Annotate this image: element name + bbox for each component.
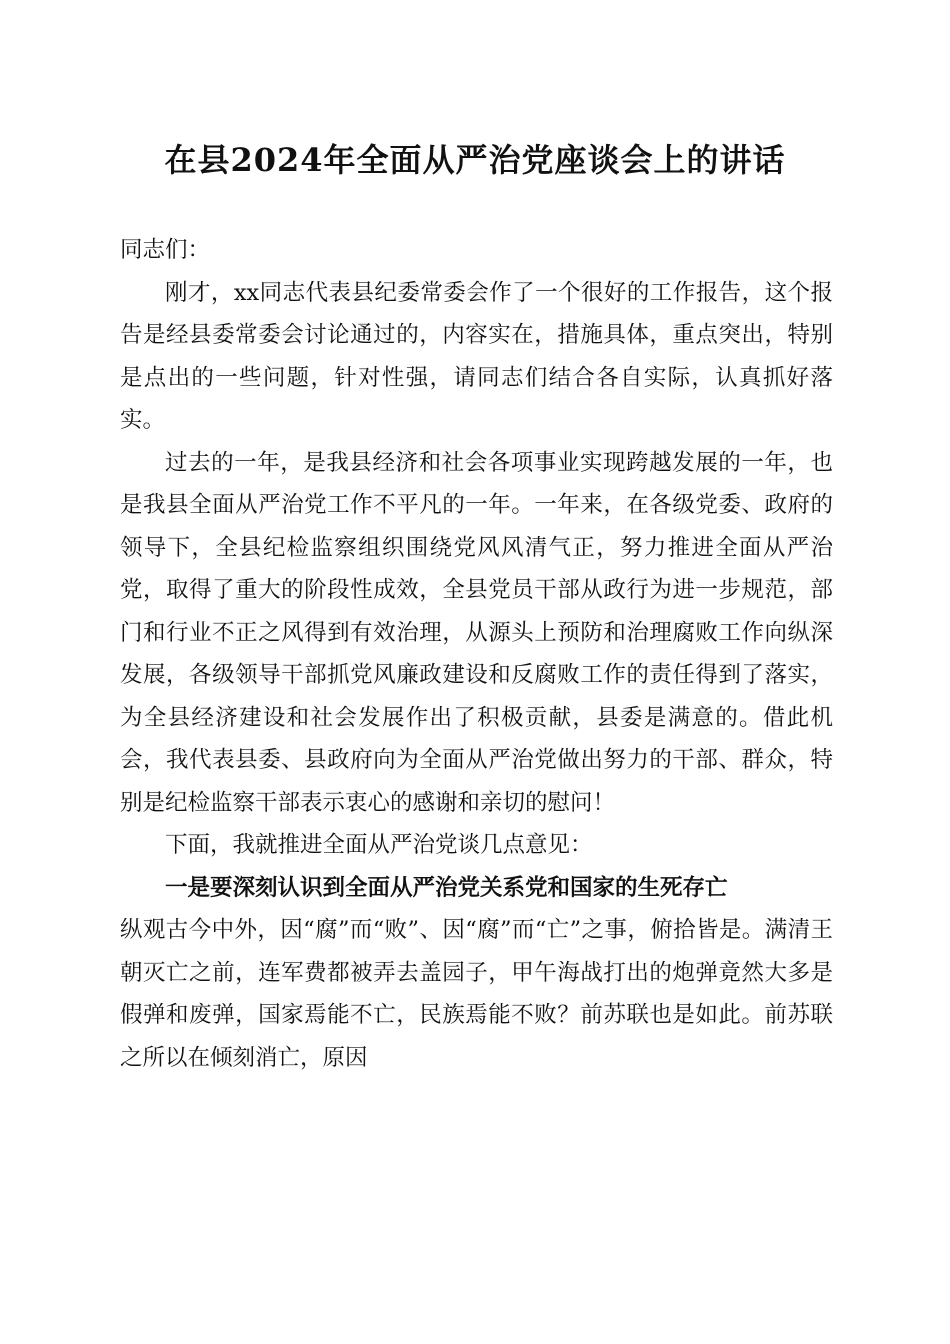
paragraph-transition: 下面，我就推进全面从严治党谈几点意见：: [165, 832, 593, 858]
document-body: [120, 229, 833, 1079]
section-heading: 一是要深刻认识到全面从严治党关系党和国家的生死存亡: [165, 874, 728, 901]
paragraph-review: 过去的一年，是我县经济和社会各项事业实现跨越发展的一年，也是我县全面从严治党工作不平凡的一年。一年来，在各级党委、政府的领导下，全县纪检监察组织围绕党风风清气正，努力推进全面从严治党，取得了重大的阶段性成效，全县党员干部从政行为进一步规范，部门和行业不正之风得到有效治理，从源头上预防和治理腐败工作向纵深发展，各级领导干部抓党风廉政建设和反腐败工作的责任得到了落实，为全县经济建设和社会发展作出了积极贡献，县委是满意的。借此机会，我代表县委、县政府向为全面从严治党做出努力的干部、群众，特别是纪检监察干部表示衷心的感谢和亲切的慰问！: [120, 449, 833, 816]
section-paragraph: 纵观古今中外，因“腐”而“败”、因“腐”而“亡”之事，俯拾皆是。满清王朝灭亡之前，连军费都被弄去盖园子，甲午海战打出的炮弹竟然大多是假弹和废弹，国家焉能不亡，民族焉能不败？前苏联也是如此。前苏联之所以在倾刻消亡，原因: [120, 917, 833, 1071]
salutation: 同志们：: [120, 237, 211, 263]
document-title: 在县2024年全面从严治党座谈会上的讲话: [164, 141, 786, 179]
paragraph-opening: 刚才，xx同志代表县纪委常委会作了一个很好的工作报告，这个报告是经县委常委会讨论通过的，内容实在，措施具体，重点突出，特别是点出的一些问题，针对性强，请同志们结合各自实际，认真抓好落实。: [120, 279, 833, 433]
